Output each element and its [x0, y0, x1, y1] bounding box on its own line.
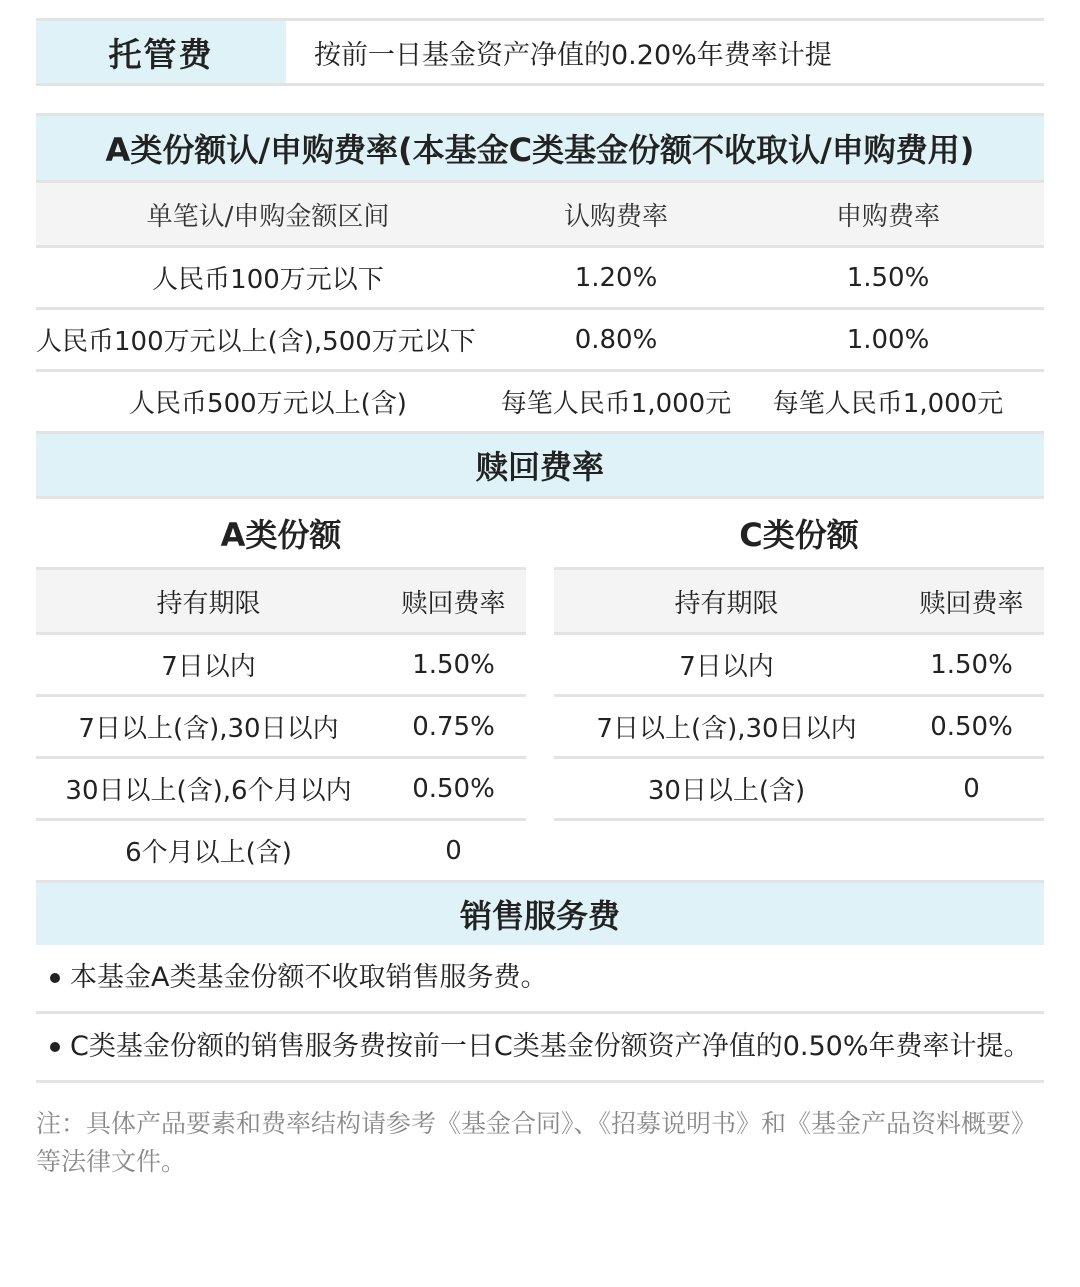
divider: [36, 1080, 1044, 1083]
table-row: [554, 697, 1044, 756]
list-item: [36, 1014, 1044, 1080]
redemption-rate-cell: 0: [445, 835, 462, 866]
amount-range-cell: 人民币100万元以上(含),500万元以下: [36, 327, 476, 357]
amount-range-cell: 人民币100万元以下: [152, 265, 384, 295]
subscription-rate-cell: 0.80%: [574, 324, 658, 355]
redemption-rate-cell: 0.50%: [412, 773, 495, 804]
table-row: [36, 310, 1044, 369]
redemption-rate-cell: 0: [963, 773, 980, 804]
class-c-title: C类份额: [739, 516, 859, 554]
class-a-title: A类份额: [220, 516, 342, 554]
sales-service-item: C类基金份额的销售服务费按前一日C类基金份额资产净值的0.50%年费率计提。: [70, 1031, 1031, 1062]
redemption-rate-cell: 0.50%: [930, 711, 1013, 742]
amount-range-cell: 人民币500万元以上(含): [129, 389, 407, 419]
subscription-rate-cell: 1.20%: [574, 262, 658, 293]
custody-fee-row: [36, 21, 1044, 83]
redemption-rate-cell: 1.50%: [412, 649, 495, 680]
header-amount-range: 单笔认/申购金额区间: [146, 201, 390, 232]
custody-fee-label: 托管费: [36, 21, 286, 83]
table-row: [36, 759, 526, 818]
table-row: [36, 635, 526, 694]
holding-period-cell: 7日以上(含),30日以内: [596, 714, 857, 744]
purchase-rate-cell: 1.00%: [846, 324, 930, 355]
header-subscription-rate: 认购费率: [563, 201, 668, 232]
header-redemption-rate: 赎回费率: [919, 588, 1024, 619]
class-c-header-row: [554, 570, 1044, 632]
redemption-class-c: [554, 499, 1044, 880]
table-row: [36, 697, 526, 756]
holding-period-cell: 6个月以上(含): [125, 838, 292, 868]
holding-period-cell: 7日以上(含),30日以内: [78, 714, 339, 744]
redemption-class-a: [36, 499, 526, 880]
header-holding-period: 持有期限: [156, 588, 261, 619]
table-row: [554, 635, 1044, 694]
table-row: [36, 372, 1044, 431]
sales-service-item: 本基金A类基金份额不收取销售服务费。: [70, 962, 548, 993]
holding-period-cell: 7日以内: [679, 652, 774, 682]
sales-service-title: 销售服务费: [36, 883, 1044, 945]
redemption-rate-cell: 0.75%: [412, 711, 495, 742]
holding-period-cell: 30日以上(含): [647, 776, 806, 806]
purchase-rate-cell: 每笔人民币1,000元: [772, 389, 1004, 419]
list-item: [36, 945, 1044, 1011]
redemption-tables: [36, 499, 1044, 880]
subscription-title: A类份额认/申购费率(本基金C类基金份额不收取认/申购费用): [36, 116, 1044, 180]
purchase-rate-cell: 1.50%: [846, 262, 930, 293]
bullet-icon: [50, 973, 60, 983]
subscription-header-row: [36, 183, 1044, 245]
redemption-rate-cell: 1.50%: [930, 649, 1013, 680]
table-row: [36, 248, 1044, 307]
table-row: [554, 759, 1044, 818]
divider: [554, 818, 1044, 821]
custody-fee-text: 按前一日基金资产净值的0.20%年费率计提: [314, 39, 832, 71]
header-holding-period: 持有期限: [674, 588, 779, 619]
holding-period-cell: 7日以内: [161, 652, 256, 682]
header-redemption-rate: 赎回费率: [401, 588, 506, 619]
table-row: [36, 821, 526, 880]
footnote: 注：具体产品要素和费率结构请参考《基金合同》、《招募说明书》和《基金产品资料概要》等法律文件。: [36, 1109, 1037, 1176]
class-a-header-row: [36, 570, 526, 632]
redemption-title: 赎回费率: [36, 434, 1044, 496]
subscription-rate-cell: 每笔人民币1,000元: [500, 389, 732, 419]
fee-table: [36, 18, 1044, 1181]
bullet-icon: [50, 1042, 60, 1052]
holding-period-cell: 30日以上(含),6个月以内: [65, 776, 352, 806]
header-purchase-rate: 申购费率: [835, 201, 940, 232]
